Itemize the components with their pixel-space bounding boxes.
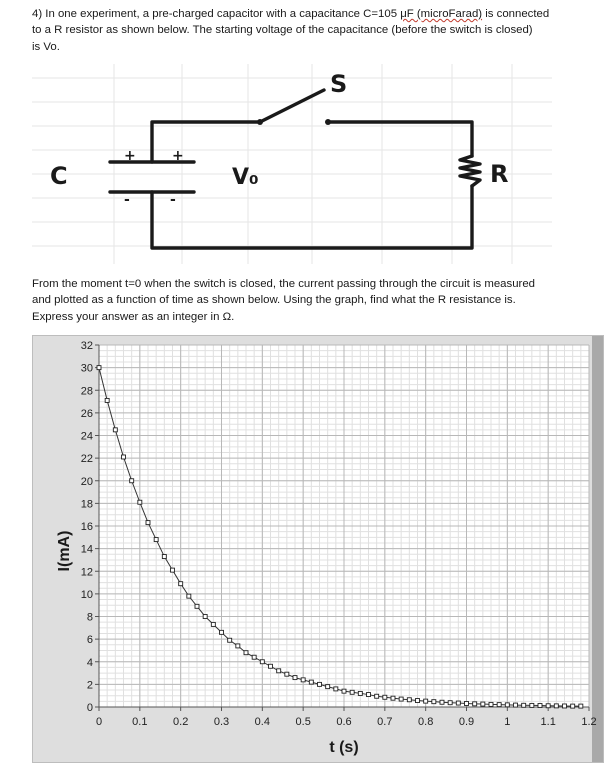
- data-point: [522, 703, 526, 707]
- data-point: [220, 630, 224, 634]
- minus-sign-left: -: [124, 192, 130, 208]
- data-point: [571, 704, 575, 708]
- data-point: [497, 703, 501, 707]
- data-point: [473, 702, 477, 706]
- question-line-3: Express your answer as an integer in Ω.: [32, 310, 235, 323]
- y-tick-label: 16: [80, 521, 93, 533]
- y-tick-label: 24: [80, 430, 93, 443]
- x-tick-label: 0.9: [458, 716, 475, 728]
- y-tick-label: 22: [80, 453, 93, 466]
- plus-sign-right: +: [172, 148, 184, 164]
- data-point: [105, 398, 109, 402]
- data-point: [162, 555, 166, 559]
- capacitor-symbol: [110, 162, 194, 192]
- y-tick-label: 26: [80, 407, 93, 420]
- x-tick-label: 0.2: [173, 716, 189, 728]
- resistor-zigzag: [460, 156, 480, 186]
- question-line-1: From the moment t=0 when the switch is closed, the current passing through the circuit is measured: [32, 278, 536, 290]
- x-tick-label: 0.1: [132, 716, 148, 728]
- y-tick-label: 20: [80, 475, 93, 488]
- x-tick-label: 0.7: [377, 716, 393, 728]
- y-tick-label: 12: [80, 566, 93, 579]
- x-tick-label: 1.1: [540, 716, 556, 728]
- plus-sign-left: +: [124, 148, 136, 164]
- resistor-label: R: [490, 160, 509, 188]
- y-tick-label: 18: [80, 498, 93, 511]
- data-point: [375, 694, 379, 698]
- data-point: [334, 687, 338, 691]
- data-point: [277, 669, 281, 673]
- y-tick-label: 8: [86, 611, 93, 624]
- data-point: [342, 689, 346, 693]
- data-point: [563, 704, 567, 708]
- x-tick-label: 1.2: [581, 716, 597, 728]
- data-point: [269, 664, 273, 668]
- data-point: [146, 521, 150, 525]
- y-tick-labels: [81, 340, 99, 714]
- problem-intro: [32, 6, 592, 55]
- problem-question: [32, 276, 592, 325]
- data-point: [424, 699, 428, 703]
- data-point: [350, 690, 354, 694]
- data-point: [367, 693, 371, 697]
- data-point: [179, 582, 183, 586]
- data-point: [440, 700, 444, 704]
- chart-svg: [33, 336, 603, 762]
- data-point: [481, 702, 485, 706]
- data-point: [383, 695, 387, 699]
- voltage-label: V₀: [232, 165, 259, 190]
- data-point: [448, 701, 452, 705]
- switch-label: S: [330, 70, 348, 98]
- y-tick-label: 6: [86, 634, 93, 647]
- data-point: [138, 500, 142, 504]
- data-point: [391, 696, 395, 700]
- chart-scrollbar: [592, 336, 603, 762]
- data-point: [211, 622, 215, 626]
- data-point: [530, 703, 534, 707]
- data-point: [538, 704, 542, 708]
- data-point: [171, 568, 175, 572]
- x-tick-label: 0.3: [213, 716, 230, 728]
- x-tick-labels: [96, 707, 597, 728]
- data-point: [318, 682, 322, 686]
- intro-line-2: to a R resistor as shown below. The starting voltage of the capacitance (before the switch is closed): [32, 24, 533, 37]
- capacitance-unit: μF (microFarad): [400, 8, 483, 20]
- x-tick-label: 1: [504, 716, 511, 728]
- y-tick-label: 32: [80, 340, 93, 352]
- data-point: [113, 428, 117, 432]
- data-point: [122, 455, 126, 459]
- data-point: [97, 366, 101, 370]
- intro-line-3: is Vo.: [32, 40, 60, 53]
- data-point: [489, 702, 493, 706]
- capacitor-label: C: [50, 162, 68, 190]
- data-point: [130, 479, 134, 483]
- data-point: [228, 638, 232, 642]
- data-point: [456, 701, 460, 705]
- x-axis-label: t (s): [329, 739, 359, 756]
- data-point: [326, 685, 330, 689]
- rc-circuit-diagram: [32, 64, 552, 264]
- minus-sign-right: -: [170, 192, 176, 208]
- switch-pivot: [257, 119, 263, 125]
- data-point: [195, 604, 199, 608]
- data-point: [252, 655, 256, 659]
- x-tick-label: 0.4: [254, 716, 270, 728]
- y-tick-label: 30: [80, 362, 93, 375]
- current-decay-chart: [32, 335, 604, 763]
- switch-arm: [260, 90, 324, 122]
- y-tick-label: 10: [80, 588, 93, 601]
- data-point: [416, 699, 420, 703]
- data-point: [236, 644, 240, 648]
- data-point: [309, 680, 313, 684]
- data-point: [465, 701, 469, 705]
- data-point: [407, 698, 411, 702]
- data-point: [505, 703, 509, 707]
- data-point: [244, 651, 248, 655]
- data-point: [203, 615, 207, 619]
- data-point: [399, 697, 403, 701]
- x-tick-label: 0.6: [336, 716, 352, 728]
- data-point: [514, 703, 518, 707]
- data-point: [358, 691, 362, 695]
- data-point: [285, 672, 289, 676]
- data-point: [293, 676, 297, 680]
- y-tick-label: 2: [86, 679, 93, 692]
- y-tick-label: 0: [86, 702, 93, 714]
- x-tick-label: 0: [95, 716, 103, 728]
- y-tick-label: 28: [80, 385, 93, 398]
- data-point: [432, 700, 436, 704]
- switch-contact: [325, 119, 331, 125]
- x-tick-label: 0.8: [418, 716, 434, 728]
- intro-line-1: 4) In one experiment, a pre-charged capacitor with a capacitance C=105 μF (microFarad) is connected: [32, 8, 550, 20]
- y-tick-label: 4: [86, 656, 93, 669]
- x-tick-label: 0.5: [295, 716, 311, 728]
- data-point: [260, 660, 264, 664]
- y-axis-label: I(mA): [56, 530, 73, 572]
- data-point: [187, 594, 191, 598]
- y-tick-label: 14: [80, 543, 93, 556]
- data-point: [301, 678, 305, 682]
- data-point: [546, 704, 550, 708]
- data-point: [579, 704, 583, 708]
- data-point: [154, 538, 158, 542]
- data-point: [554, 704, 558, 708]
- circuit-wires: [152, 90, 480, 248]
- question-line-2: and plotted as a function of time as shown below. Using the graph, find what the R resistance is.: [32, 294, 516, 307]
